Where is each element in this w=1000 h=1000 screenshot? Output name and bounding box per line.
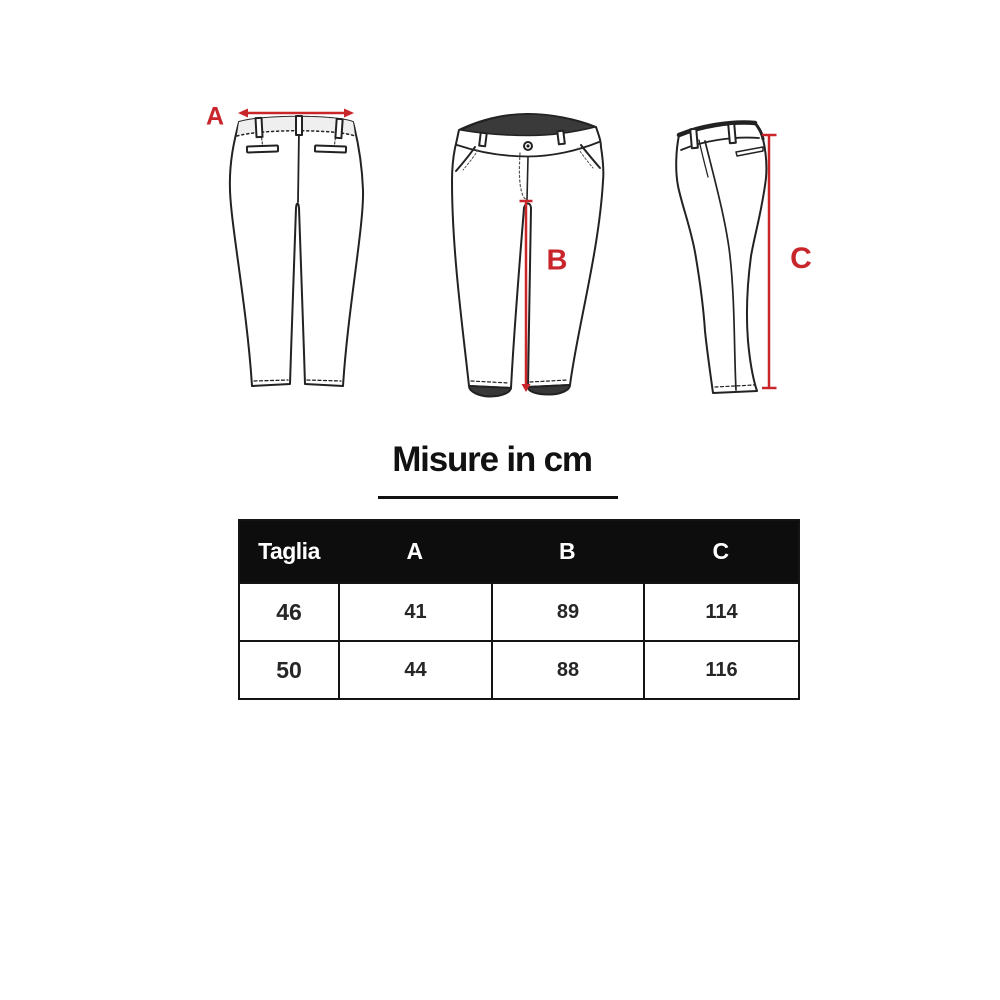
cell-c: 116 xyxy=(643,642,798,698)
column-header-taglia: Taglia xyxy=(258,538,320,564)
cell-b: 88 xyxy=(491,642,643,698)
title-underline xyxy=(378,496,618,499)
column-header-a: A xyxy=(406,538,423,564)
belt-loop xyxy=(256,118,263,137)
belt-loop xyxy=(557,131,565,145)
belt-loop xyxy=(296,116,302,135)
cell-b: 89 xyxy=(491,584,643,640)
measure-label-a: A xyxy=(205,102,225,131)
belt-loop xyxy=(690,129,698,148)
measure-label-c: C xyxy=(790,242,812,275)
back-pocket-welt xyxy=(247,145,278,152)
fly-seam xyxy=(527,157,528,200)
column-header-b: B xyxy=(558,538,576,564)
cell-c: 114 xyxy=(643,584,798,640)
cell-taglia: 46 xyxy=(276,598,302,625)
back-pocket-welt xyxy=(315,145,346,152)
size-table xyxy=(238,519,800,700)
measure-label-b: B xyxy=(546,244,568,277)
page-title: Misure in cm xyxy=(392,440,592,479)
hem-opening xyxy=(469,386,511,397)
pants-front-view-drawing xyxy=(452,114,603,397)
belt-loop xyxy=(479,133,487,147)
pants-side-view-drawing xyxy=(676,123,766,393)
belt-loop xyxy=(728,124,736,143)
column-header-c: C xyxy=(712,538,729,564)
belt-loop xyxy=(335,119,342,138)
cell-taglia: 50 xyxy=(276,656,302,683)
cell-a: 44 xyxy=(338,642,491,698)
cell-a: 41 xyxy=(338,584,491,640)
size-table-header-row xyxy=(240,521,798,582)
hem-opening xyxy=(528,385,570,395)
table-row xyxy=(240,582,798,640)
pants-back-view-drawing xyxy=(230,116,363,386)
table-row xyxy=(240,640,798,698)
